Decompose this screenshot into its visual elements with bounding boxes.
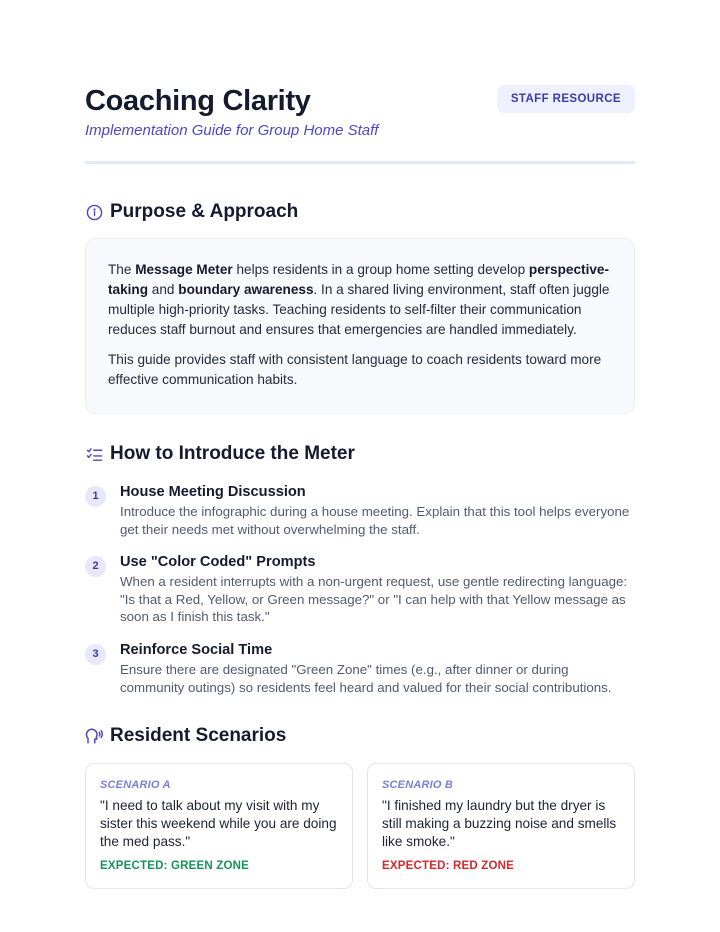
scenario-quote: "I need to talk about my visit with my sister this weekend while you are doing the med pass." [100,798,337,849]
scenario-quote: "I finished my laundry but the dryer is still making a buzzing noise and smells like smoke." [382,798,617,849]
speaking-head-icon [85,727,103,745]
term-perspective-taking: perspective-taking [108,262,609,297]
step-title: Reinforce Social Time [120,642,273,658]
info-icon [85,203,103,221]
step-title: House Meeting Discussion [120,484,306,500]
step-description: Ensure there are designated "Green Zone" times (e.g., after dinner or during community outings) so residents feel heard and valued for their social contributions. [120,662,612,695]
term-message-meter: Message Meter [135,262,233,277]
section-title: Purpose & Approach [110,201,299,222]
page-title: Coaching Clarity [85,85,311,117]
purpose-paragraph-2: This guide provides staff with consistent language to coach residents toward more effective communication habits. [108,352,602,387]
section-title: How to Introduce the Meter [110,443,355,464]
step-number: 2 [85,556,106,577]
purpose-box [85,238,635,414]
step-description: Introduce the infographic during a house meeting. Explain that this tool helps everyone get their needs met without overwhelming the staff. [120,504,630,537]
scenario-expected: EXPECTED: GREEN ZONE [100,860,250,872]
step-description: When a resident interrupts with a non-urgent request, use gentle redirecting language: "Is that a Red, Yellow, or Green message?" or "I can help with that Yellow message as soon as I finish this task." [120,574,628,624]
page-header [85,0,635,164]
section-title: Resident Scenarios [110,725,287,746]
purpose-paragraph-1: The Message Meter helps residents in a group home setting develop perspective-taking and boundary awareness. In a shared living environment, staff often juggle multiple high-priority tasks. Teaching residents to self-filter their communication reduces staff burnout and ensures that emergencies are handled immediately. [108,262,610,337]
scenario-card [85,763,353,889]
section-introduce-heading [85,442,355,466]
step-title: Use "Color Coded" Prompts [120,554,316,570]
checklist-icon [85,445,103,463]
page-subtitle: Implementation Guide for Group Home Staff [85,122,379,139]
term-boundary-awareness: boundary awareness [178,282,314,297]
step-number: 1 [85,486,106,507]
scenario-expected: EXPECTED: RED ZONE [382,860,515,872]
section-scenarios-heading [85,724,286,748]
scenario-label: SCENARIO A [100,779,171,791]
scenario-card [367,763,635,889]
staff-resource-badge: STAFF RESOURCE [497,85,635,113]
section-purpose-heading [85,200,298,224]
step-number: 3 [85,644,106,665]
scenario-label: SCENARIO B [382,779,454,791]
page [85,0,635,872]
